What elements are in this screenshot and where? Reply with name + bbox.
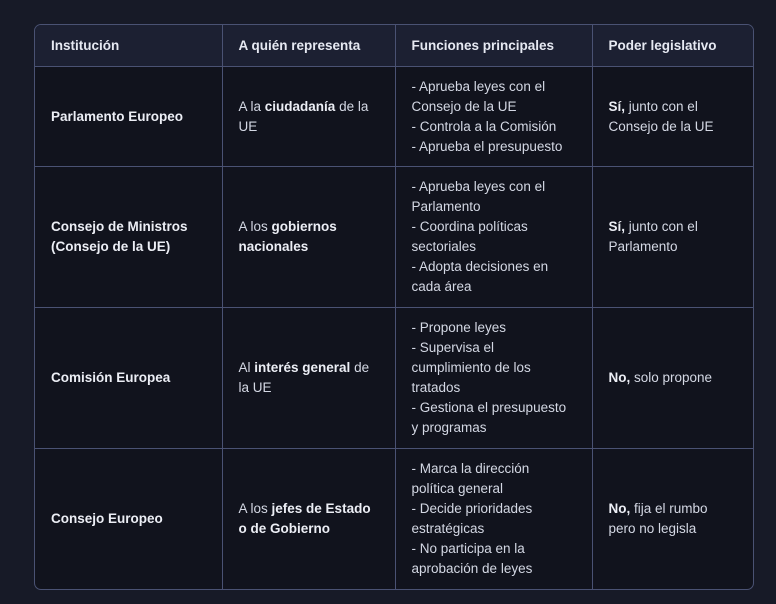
representa-post: de la UE bbox=[238, 360, 370, 395]
cell-representa bbox=[222, 308, 395, 449]
representa-post: de la UE bbox=[238, 98, 369, 134]
cell-institucion: Comisión Europea bbox=[35, 308, 222, 449]
header-poder-legislativo: Poder legislativo bbox=[592, 25, 753, 67]
cell-institucion: Parlamento Europeo bbox=[35, 67, 222, 167]
poder-rest: solo propone bbox=[630, 370, 713, 385]
cell-funciones bbox=[395, 167, 592, 308]
poder-rest: fija el rumbo pero no legisla bbox=[608, 501, 708, 537]
header-a-quien-representa: A quién representa bbox=[222, 25, 395, 67]
funcion-item: - Decide prioridades estratégicas bbox=[411, 501, 533, 537]
funcion-item: - Aprueba leyes con el Parlamento bbox=[411, 179, 546, 214]
funcion-item: - Supervisa el cumplimiento de los tratados bbox=[411, 340, 531, 395]
funcion-item: - Aprueba leyes con el Consejo de la UE bbox=[411, 78, 546, 114]
cell-funciones bbox=[395, 308, 592, 449]
funcion-item: - Coordina políticas sectoriales bbox=[411, 219, 528, 254]
cell-institucion: Consejo Europeo bbox=[35, 449, 222, 590]
cell-poder bbox=[592, 308, 753, 449]
representa-bold: gobiernos nacionales bbox=[238, 219, 337, 254]
cell-funciones bbox=[395, 449, 592, 590]
representa-pre: A la bbox=[238, 98, 265, 114]
institutions-table bbox=[35, 25, 753, 590]
representa-pre: A los bbox=[238, 501, 272, 517]
header-funciones-principales: Funciones principales bbox=[395, 25, 592, 67]
funcion-item: - Adopta decisiones en cada área bbox=[411, 259, 549, 294]
poder-bold: No, bbox=[608, 501, 631, 517]
poder-bold: Sí, bbox=[608, 98, 626, 114]
table-row bbox=[35, 167, 753, 308]
poder-bold: Sí, bbox=[608, 219, 626, 234]
header-institucion: Institución bbox=[35, 25, 222, 67]
funcion-item: - Controla a la Comisión bbox=[411, 118, 557, 134]
poder-bold: No, bbox=[608, 370, 631, 385]
poder-rest: junto con el Consejo de la UE bbox=[608, 98, 714, 134]
cell-poder bbox=[592, 449, 753, 590]
table-header-row bbox=[35, 25, 753, 67]
representa-bold: interés general bbox=[254, 360, 351, 375]
representa-bold: jefes de Estado o de Gobierno bbox=[238, 501, 371, 537]
funcion-item: - Gestiona el presupuesto y programas bbox=[411, 400, 567, 435]
table-row bbox=[35, 449, 753, 590]
cell-funciones bbox=[395, 67, 592, 167]
funcion-item: - No participa en la aprobación de leyes bbox=[411, 541, 533, 577]
cell-representa bbox=[222, 167, 395, 308]
cell-representa bbox=[222, 449, 395, 590]
funcion-item: - Marca la dirección política general bbox=[411, 461, 530, 497]
funcion-item: - Aprueba el presupuesto bbox=[411, 138, 563, 154]
representa-pre: Al bbox=[238, 360, 255, 375]
cell-representa bbox=[222, 67, 395, 167]
table-row bbox=[35, 67, 753, 167]
institutions-table-container bbox=[34, 24, 754, 590]
cell-institucion: Consejo de Ministros (Consejo de la UE) bbox=[35, 167, 222, 308]
funcion-item: - Propone leyes bbox=[411, 320, 507, 335]
table-row bbox=[35, 308, 753, 449]
representa-pre: A los bbox=[238, 219, 272, 234]
poder-rest: junto con el Parlamento bbox=[608, 219, 698, 254]
cell-poder bbox=[592, 67, 753, 167]
cell-poder bbox=[592, 167, 753, 308]
representa-bold: ciudadanía bbox=[264, 98, 336, 114]
